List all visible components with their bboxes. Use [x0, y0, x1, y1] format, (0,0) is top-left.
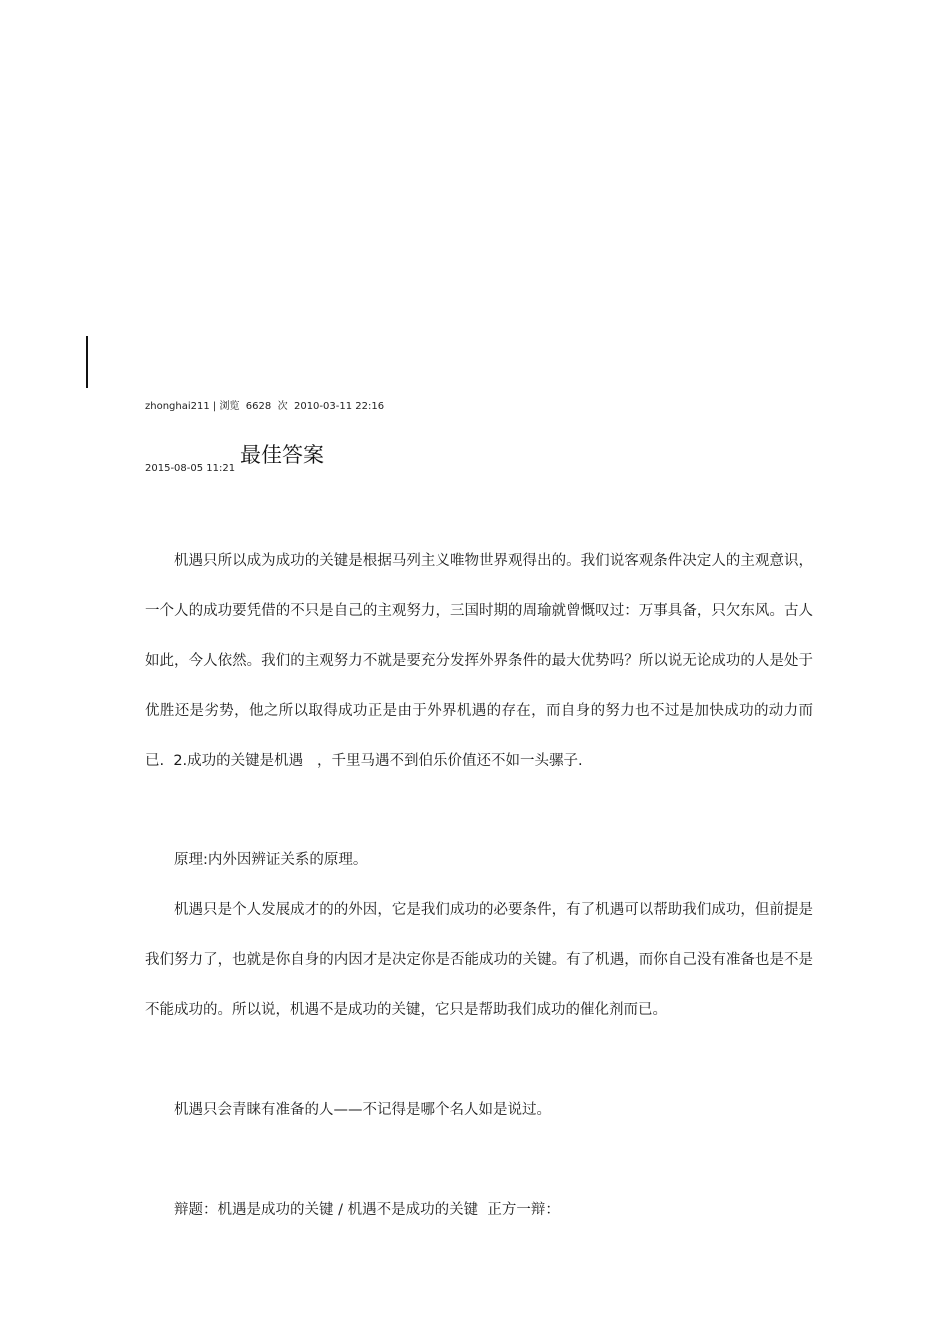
answer-paragraph-2: 原理:内外因辨证关系的原理。 [174, 852, 368, 868]
answer-paragraph-1: 机遇只所以成为成功的关键是根据马列主义唯物世界观得出的。我们说客观条件决定人的主观意识，一个人的成功要凭借的不只是自己的主观努力，三国时期的周瑜就曾慨叹过：万事具备，只欠东风。古人如此，今人依然。我们的主观努力不就是要充分发挥外界条件的最大优势吗？所以说无论成功的人是处于优胜还是劣势，他之所以取得成功正是由于外界机遇的存在，而自身的努力也不过是加快成功的动力而已. 2.成功的关键是机遇 ，千里马遇不到伯乐价值还不如一头骡子. [145, 553, 813, 769]
answer-date: 2015-08-05 11:21 [145, 463, 236, 474]
question-meta: zhonghai211 | 浏览 6628 次 2010-03-11 22:16 [145, 401, 385, 412]
answer-paragraph-4: 机遇只会青睐有准备的人——不记得是哪个名人如是说过。 [174, 1102, 551, 1118]
best-answer-heading: 最佳答案 [240, 443, 324, 467]
answer-paragraph-5: 辩题：机遇是成功的关键 / 机遇不是成功的关键 正方一辩： [174, 1202, 560, 1218]
answer-paragraph-3: 机遇只是个人发展成才的的外因，它是我们成功的必要条件，有了机遇可以帮助我们成功，但前提是我们努力了，也就是你自身的内因才是决定你是否能成功的关键。有了机遇，而你自己没有准备也是不是不能成功的。所以说，机遇不是成功的关键，它只是帮助我们成功的催化剂而已。 [145, 902, 813, 1018]
vertical-bar-divider [86, 336, 88, 388]
